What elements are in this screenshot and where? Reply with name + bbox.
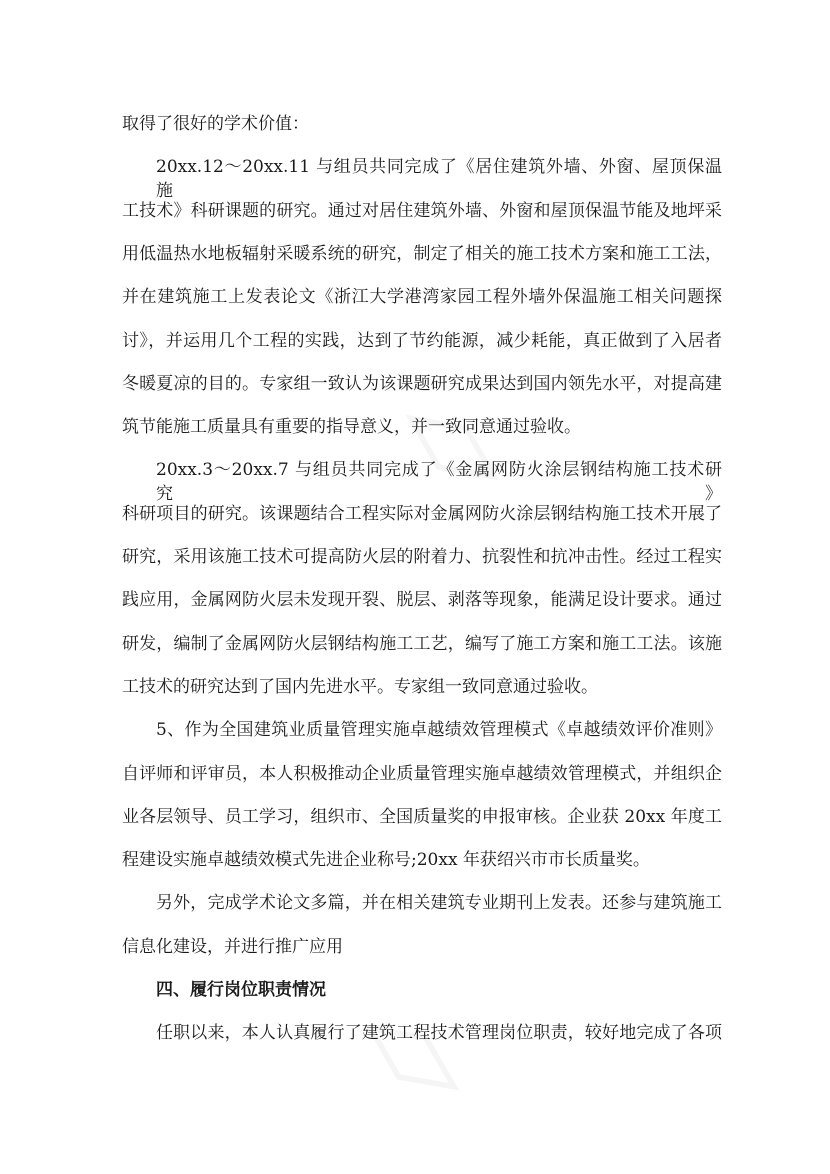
text-line: 信息化建设，并进行推广应用 [122,936,343,957]
text-line: 20xx.3～20xx.7 与组员共同完成了《金属网防火涂层钢结构施工技术研究》 [156,460,722,505]
text-line: 冬暖夏凉的目的。专家组一致认为该课题研究成果达到国内领先水平，对提高建 [122,373,722,394]
text-line: 并在建筑施工上发表论文《浙江大学港湾家园工程外墙外保温施工相关问题探 [122,287,722,308]
text-line: 科研项目的研究。该课题结合工程实际对金属网防火涂层钢结构施工技术开展了 [122,503,722,524]
text-line: 5、作为全国建筑业质量管理实施卓越绩效管理模式《卓越绩效评价准则》 [156,720,722,741]
watermark [339,995,475,1113]
text-line: 取得了很好的学术价值： [122,114,309,134]
text-line: 工技术的研究达到了国内先进水平。专家组一致同意通过验收。 [122,676,598,697]
text-line: 研发，编制了金属网防火层钢结构施工工艺，编写了施工方案和施工工法。该施 [122,633,722,654]
text-line: 另外，完成学术论文多篇，并在相关建筑专业期刊上发表。还参与建筑施工 [156,893,722,914]
text-line: 践应用，金属网防火层未发现开裂、脱层、剥落等现象，能满足设计要求。通过 [122,590,722,611]
text-line: 研究，采用该施工技术可提高防火层的附着力、抗裂性和抗冲击性。经过工程实 [122,547,722,567]
text-line: 讨》，并运用几个工程的实践，达到了节约能源，减少耗能，真正做到了入居者 [122,330,722,351]
text-line: 自评师和评审员，本人积极推动企业质量管理实施卓越绩效管理模式，并组织企 [122,763,722,784]
text-line: 20xx.12～20xx.11 与组员共同完成了《居住建筑外墙、外窗、屋顶保温施 [156,157,722,202]
section-heading: 四、履行岗位职责情况 [156,980,326,1000]
text-line: 业各层领导、员工学习，组织市、全国质量奖的申报审核。企业获 20xx 年度工 [122,806,722,827]
text-line: 筑节能施工质量具有重要的指导意义，并一致同意通过验收。 [122,417,581,438]
text-line: 用低温热水地板辐射采暖系统的研究，制定了相关的施工技术方案和施工工法， [122,243,722,264]
text-line: 任职以来，本人认真履行了建筑工程技术管理岗位职责，较好地完成了各项 [156,1023,722,1044]
text-line: 工技术》科研课题的研究。通过对居住建筑外墙、外窗和屋顶保温节能及地坪采 [122,200,722,221]
text-line: 程建设实施卓越绩效模式先进企业称号;20xx 年获绍兴市市长质量奖。 [122,850,650,871]
